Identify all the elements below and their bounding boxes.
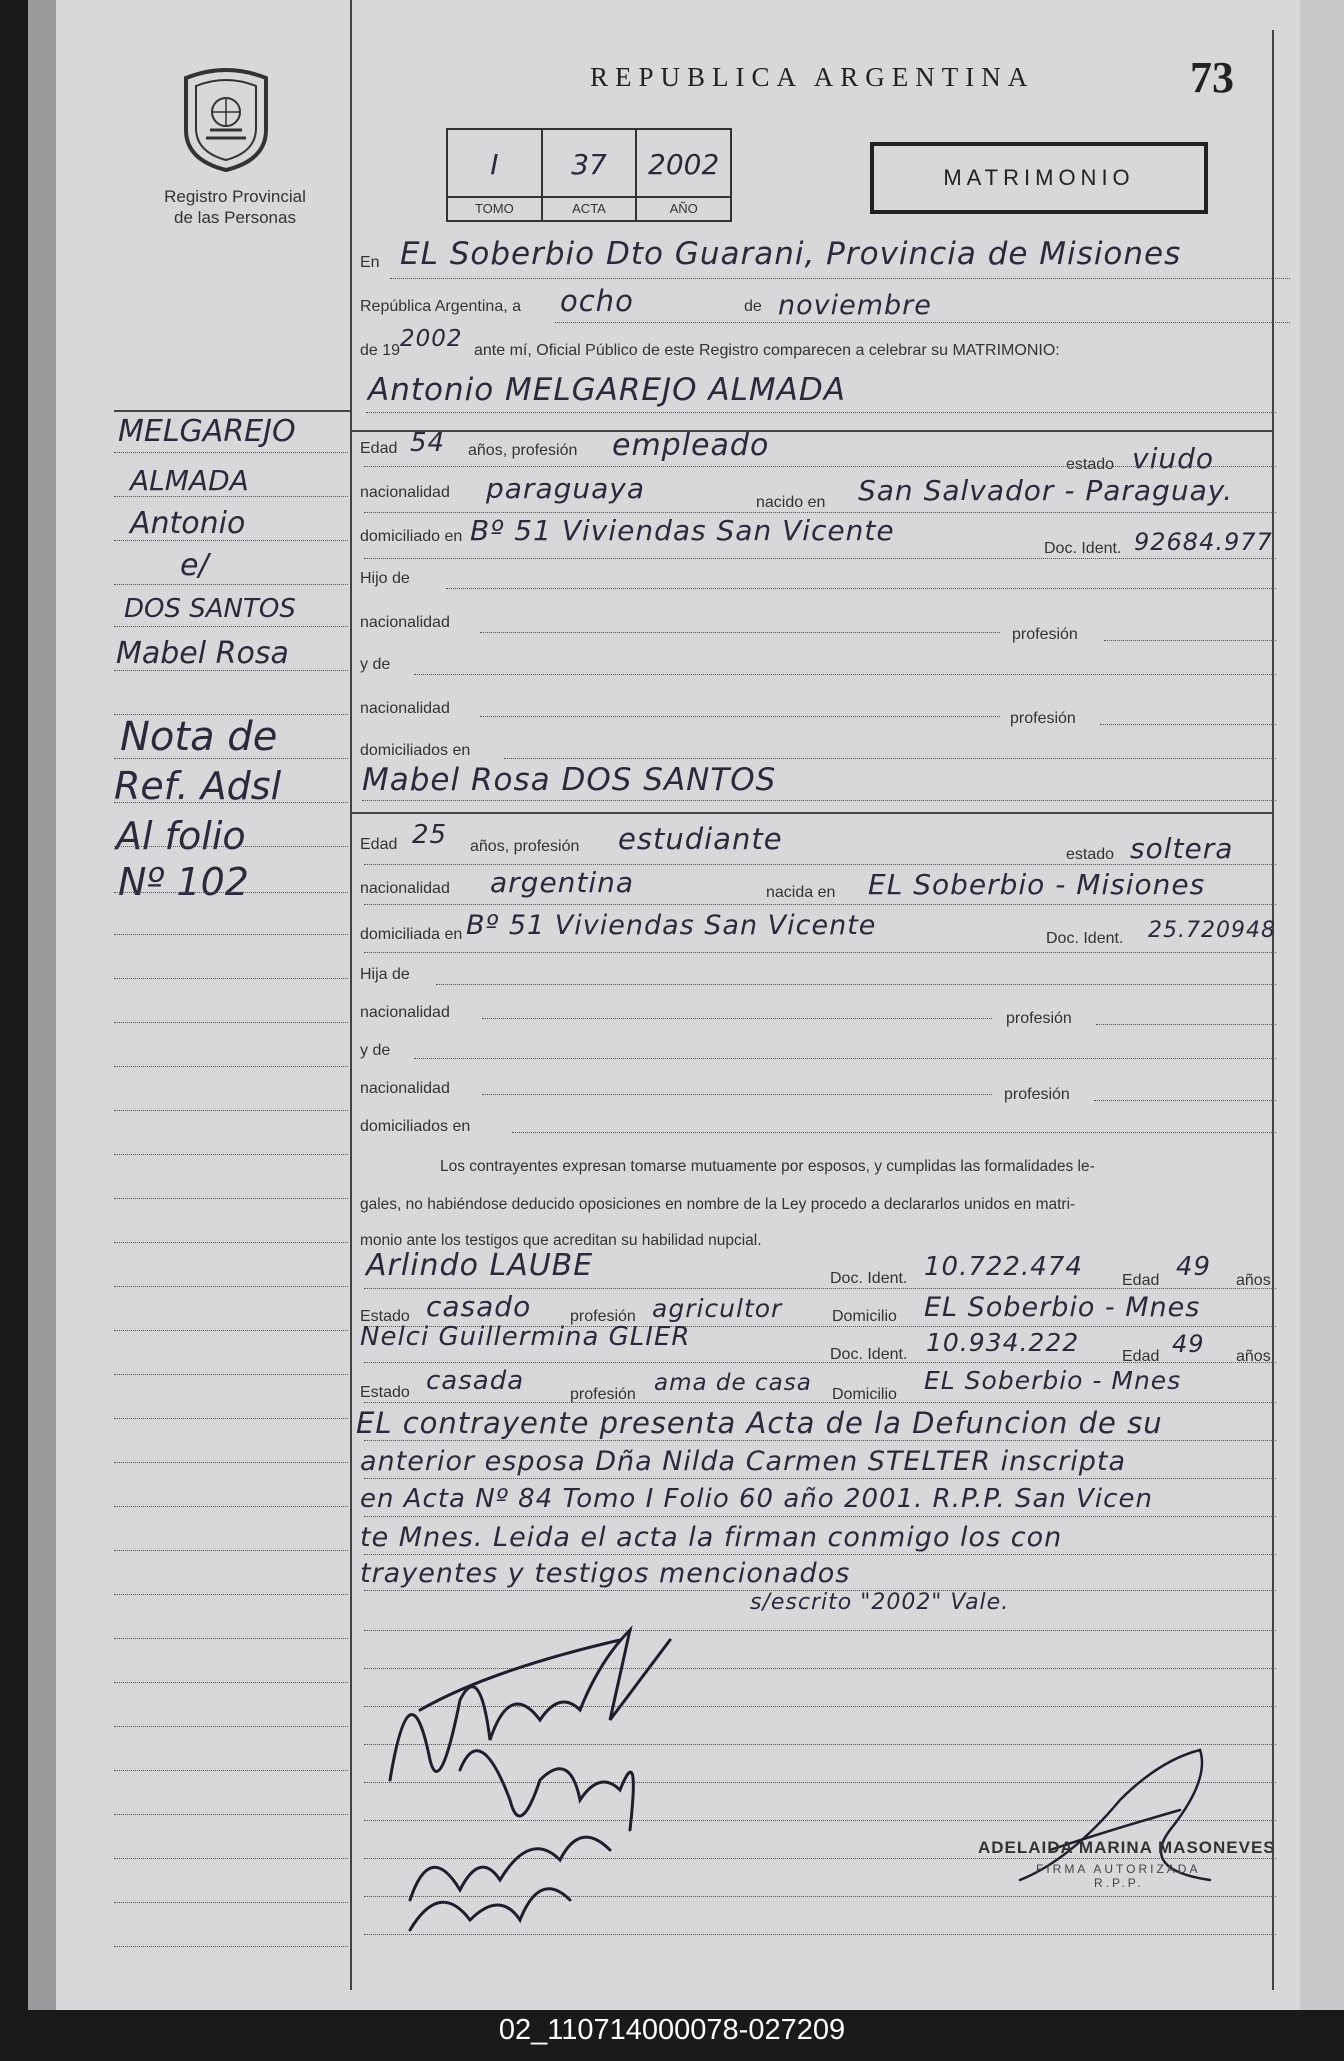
- intro-sentence: ante mí, Oficial Público de este Registro comparecen a celebrar su MATRIMONIO:: [474, 342, 1060, 359]
- bride-estado-label: estado: [1066, 846, 1115, 863]
- groom-nac-label: nacionalidad: [360, 484, 450, 501]
- bride-estado: soltera: [1130, 832, 1234, 865]
- witness2-name: Nelci Guillermina GLIER: [360, 1322, 691, 1352]
- margin-rule: [114, 1418, 348, 1419]
- bride-section-divider: [352, 812, 1272, 814]
- official-stamp-role: FIRMA AUTORIZADA: [1036, 1862, 1201, 1876]
- republic-label: República Argentina, a: [360, 298, 521, 315]
- witness2-line2: [364, 1402, 1276, 1403]
- margin-rule: [114, 714, 348, 715]
- margin-rule: [114, 1154, 348, 1155]
- bride-edad-label: Edad: [360, 836, 398, 853]
- margin-rule: [114, 1286, 348, 1287]
- groom-profession: empleado: [612, 428, 770, 463]
- page-number: 73: [1190, 53, 1234, 102]
- margin-rule: [114, 1550, 348, 1551]
- groom-mother-nac-label: nacionalidad: [360, 700, 450, 717]
- groom-father-prof-label: profesión: [1012, 626, 1078, 643]
- bride-line1: [364, 864, 1276, 865]
- margin-rule: [114, 846, 348, 847]
- bride-father-prof-line: [1096, 1024, 1276, 1025]
- right-border: [1272, 30, 1274, 1990]
- country-title: REPUBLICA ARGENTINA: [590, 62, 1035, 92]
- margin-given1: Antonio: [130, 506, 246, 541]
- declaration-line2: gales, no habiéndose deducido oposiciones en nombre de la Ley procedo a declararlos unidos en matri-: [360, 1196, 1076, 1213]
- witness1-doc-label: Doc. Ident.: [830, 1270, 908, 1287]
- witness1-estado-label: Estado: [360, 1308, 410, 1325]
- margin-rule: [114, 1946, 348, 1947]
- bride-mother-line: [414, 1058, 1276, 1059]
- margin-rule: [114, 934, 348, 935]
- witness1-anos-label: años: [1236, 1272, 1271, 1289]
- bride-mother-nac-line: [482, 1094, 992, 1095]
- declaration-line3: monio ante los testigos que acreditan su habilidad nupcial.: [360, 1232, 762, 1249]
- groom-domicile: Bº 51 Viviendas San Vicente: [470, 514, 895, 547]
- groom-name: Antonio MELGAREJO ALMADA: [368, 372, 846, 408]
- declaration-line1: Los contrayentes expresan tomarse mutuamente por esposos, y cumplidas las formalidades le-: [440, 1158, 1095, 1175]
- bride-profession: estudiante: [618, 822, 783, 856]
- registry-name: [140, 186, 330, 228]
- margin-rule: [114, 758, 348, 759]
- groom-doc-label: Doc. Ident.: [1044, 540, 1122, 557]
- witness2-age: 49: [1172, 1330, 1205, 1358]
- bride-line2: [364, 904, 1276, 905]
- groom-mother-line: [414, 674, 1276, 675]
- margin-rule: [114, 1682, 348, 1683]
- bride-name-line: [362, 800, 1276, 801]
- witness2-estado-label: Estado: [360, 1384, 410, 1401]
- margin-surname1: MELGAREJO: [118, 414, 296, 449]
- acta-value: 37: [571, 148, 607, 181]
- groom-parents-domic-label: domiciliados en: [360, 742, 471, 759]
- year-value: 2002: [400, 326, 463, 352]
- bride-birthplace: EL Soberbio - Misiones: [868, 868, 1206, 901]
- groom-name-line: [366, 412, 1276, 413]
- margin-divider-top: [114, 410, 350, 412]
- groom-edad-label: Edad: [360, 440, 398, 457]
- bride-father-prof-label: profesión: [1006, 1010, 1072, 1027]
- notes-rule5: [364, 1590, 1276, 1591]
- ano-label: AÑO: [637, 196, 730, 220]
- witness1-doc: 10.722.474: [924, 1252, 1083, 1282]
- margin-rule: [114, 1330, 348, 1331]
- groom-father-nac-line: [480, 632, 1000, 633]
- bride-nationality: argentina: [490, 866, 635, 899]
- witness2-edad-label: Edad: [1122, 1348, 1160, 1365]
- witness1-domicile: EL Soberbio - Mnes: [924, 1292, 1201, 1323]
- margin-conj: e/: [180, 548, 209, 583]
- witness2-prof-label: profesión: [570, 1386, 636, 1403]
- ano-value: 2002: [648, 148, 720, 181]
- bride-prof-label: años, profesión: [470, 838, 580, 855]
- margin-rule: [114, 1814, 348, 1815]
- witness2-doc-label: Doc. Ident.: [830, 1346, 908, 1363]
- note-line4: te Mnes. Leida el acta la firman conmigo los con: [360, 1522, 1063, 1553]
- month-value: noviembre: [778, 290, 932, 321]
- note-line6: s/escrito "2002" Vale.: [750, 1590, 1010, 1615]
- notes-rule3: [364, 1516, 1276, 1517]
- tomo-cell: [448, 130, 543, 220]
- day-value: ocho: [560, 284, 634, 318]
- official-stamp-office: R.P.P.: [1094, 1876, 1144, 1890]
- bride-domic-label: domiciliada en: [360, 926, 463, 943]
- bride-nacida-label: nacida en: [766, 884, 836, 901]
- groom-section-divider: [352, 430, 1272, 432]
- bride-father-nac-line: [482, 1018, 992, 1019]
- margin-rule: [114, 1242, 348, 1243]
- margin-rule: [114, 496, 348, 497]
- groom-prof-label: años, profesión: [468, 442, 578, 459]
- margin-rule: [114, 1066, 348, 1067]
- margin-note4: Nº 102: [118, 860, 249, 904]
- groom-father-prof-line: [1104, 640, 1276, 641]
- notes-rule1: [364, 1440, 1276, 1441]
- place-value: EL Soberbio Dto Guarani, Provincia de Misiones: [400, 236, 1182, 272]
- scan-id: 02_110714000078-027209: [498, 2014, 846, 2046]
- bride-age: 25: [412, 820, 448, 850]
- margin-rule: [114, 1594, 348, 1595]
- witness2-domicile: EL Soberbio - Mnes: [924, 1366, 1182, 1395]
- groom-nationality: paraguaya: [486, 472, 646, 505]
- witness2-profession: ama de casa: [654, 1370, 812, 1396]
- binding-edge: [28, 0, 56, 2010]
- groom-hijo-label: Hijo de: [360, 570, 410, 587]
- acta-cell: [543, 130, 638, 220]
- witness2-domic-label: Domicilio: [832, 1386, 897, 1403]
- groom-mother-nac-line: [480, 716, 1000, 717]
- bride-mother-prof-line: [1094, 1100, 1276, 1101]
- bride-nac-label: nacionalidad: [360, 880, 450, 897]
- groom-nacido-label: nacido en: [756, 494, 826, 511]
- witness1-estado: casado: [426, 1290, 532, 1323]
- margin-rule: [114, 584, 348, 585]
- margin-rule: [114, 802, 348, 803]
- record-type-box: MATRIMONIO: [870, 142, 1208, 214]
- groom-y-de-label: y de: [360, 656, 391, 673]
- margin-rule: [114, 540, 348, 541]
- bride-parents-domic-label: domiciliados en: [360, 1118, 471, 1135]
- groom-mother-prof-line: [1100, 724, 1276, 725]
- registry-line1: Registro Provincial: [164, 187, 306, 206]
- bride-line3: [364, 952, 1276, 953]
- witness1-edad-label: Edad: [1122, 1272, 1160, 1289]
- witness1-prof-label: profesión: [570, 1308, 636, 1325]
- margin-note3: Al folio: [116, 814, 246, 858]
- bride-domicile: Bº 51 Viviendas San Vicente: [466, 910, 877, 941]
- bride-name: Mabel Rosa DOS SANTOS: [362, 762, 777, 798]
- groom-father-line: [446, 588, 1276, 589]
- groom-doc: 92684.977: [1134, 528, 1273, 556]
- margin-rule: [114, 1198, 348, 1199]
- groom-estado: viudo: [1132, 442, 1214, 475]
- reference-table: [446, 128, 732, 222]
- bride-father-nac-label: nacionalidad: [360, 1004, 450, 1021]
- tomo-label: TOMO: [448, 196, 541, 220]
- groom-estado-label: estado: [1066, 456, 1115, 473]
- witness1-age: 49: [1176, 1252, 1212, 1282]
- groom-birthplace: San Salvador - Paraguay.: [858, 474, 1234, 507]
- bride-y-de-label: y de: [360, 1042, 391, 1059]
- official-stamp-name: ADELAIDA MARINA MASONEVES: [978, 1838, 1276, 1857]
- year-prefix: de 19: [360, 342, 401, 359]
- margin-rule: [114, 1858, 348, 1859]
- margin-rule: [114, 1506, 348, 1507]
- provincial-seal-icon: [176, 60, 276, 172]
- date-line: [555, 322, 1290, 323]
- margin-rule: [114, 892, 348, 893]
- margin-note2: Ref. Adsl: [114, 764, 282, 808]
- notes-rule2: [364, 1478, 1276, 1479]
- ano-cell: [637, 130, 730, 220]
- margin-given2: Mabel Rosa: [116, 636, 289, 671]
- de-label: de: [744, 298, 762, 315]
- witness2-anos-label: años: [1236, 1348, 1271, 1365]
- margin-rule: [114, 626, 348, 627]
- groom-age: 54: [410, 428, 446, 458]
- margin-surname3: DOS SANTOS: [124, 594, 296, 624]
- groom-parents-domic-line: [504, 758, 1276, 759]
- witness1-name: Arlindo LAUBE: [366, 1248, 594, 1283]
- witness2-line1: [364, 1362, 1276, 1363]
- margin-rule: [114, 1726, 348, 1727]
- groom-domic-label: domiciliado en: [360, 528, 463, 545]
- en-label: En: [360, 254, 380, 271]
- bride-doc-label: Doc. Ident.: [1046, 930, 1124, 947]
- note-line2: anterior esposa Dña Nilda Carmen STELTER inscripta: [360, 1446, 1126, 1477]
- groom-mother-prof-label: profesión: [1010, 710, 1076, 727]
- witness2-estado: casada: [426, 1366, 525, 1396]
- bride-father-line: [436, 984, 1276, 985]
- signatures-drawing: [370, 1600, 730, 1940]
- bride-parents-domic-line: [512, 1132, 1276, 1133]
- registry-line2: de las Personas: [174, 208, 296, 227]
- witness1-domic-label: Domicilio: [832, 1308, 897, 1325]
- margin-note1: Nota de: [120, 714, 278, 760]
- margin-rule: [114, 452, 348, 453]
- margin-rule: [114, 1022, 348, 1023]
- witness1-line1: [364, 1288, 1276, 1289]
- margin-rule: [114, 1110, 348, 1111]
- margin-rule: [114, 1374, 348, 1375]
- tomo-value: I: [490, 148, 499, 181]
- margin-surname2: ALMADA: [130, 464, 249, 497]
- bride-hija-label: Hija de: [360, 966, 410, 983]
- margin-rule: [114, 1770, 348, 1771]
- witness1-profession: agricultor: [652, 1294, 783, 1323]
- note-line3: en Acta Nº 84 Tomo I Folio 60 año 2001. R.P.P. San Vicen: [360, 1484, 1153, 1514]
- groom-line1: [364, 466, 1276, 467]
- margin-divider: [350, 0, 352, 1990]
- page-edge: [1300, 0, 1344, 2010]
- witness2-doc: 10.934.222: [926, 1328, 1080, 1357]
- note-line1: EL contrayente presenta Acta de la Defuncion de su: [356, 1406, 1163, 1440]
- bride-mother-nac-label: nacionalidad: [360, 1080, 450, 1097]
- bride-mother-prof-label: profesión: [1004, 1086, 1070, 1103]
- bride-doc: 25.720948: [1148, 918, 1276, 943]
- margin-rule: [114, 670, 348, 671]
- groom-line3: [364, 558, 1276, 559]
- margin-rule: [114, 1638, 348, 1639]
- margin-rule: [114, 1902, 348, 1903]
- acta-label: ACTA: [543, 196, 636, 220]
- groom-line2: [364, 512, 1276, 513]
- groom-father-nac-label: nacionalidad: [360, 614, 450, 631]
- notes-rule4: [364, 1554, 1276, 1555]
- place-line: [390, 278, 1290, 279]
- margin-rule: [114, 978, 348, 979]
- note-line5: trayentes y testigos mencionados: [360, 1558, 851, 1589]
- margin-rule: [114, 1462, 348, 1463]
